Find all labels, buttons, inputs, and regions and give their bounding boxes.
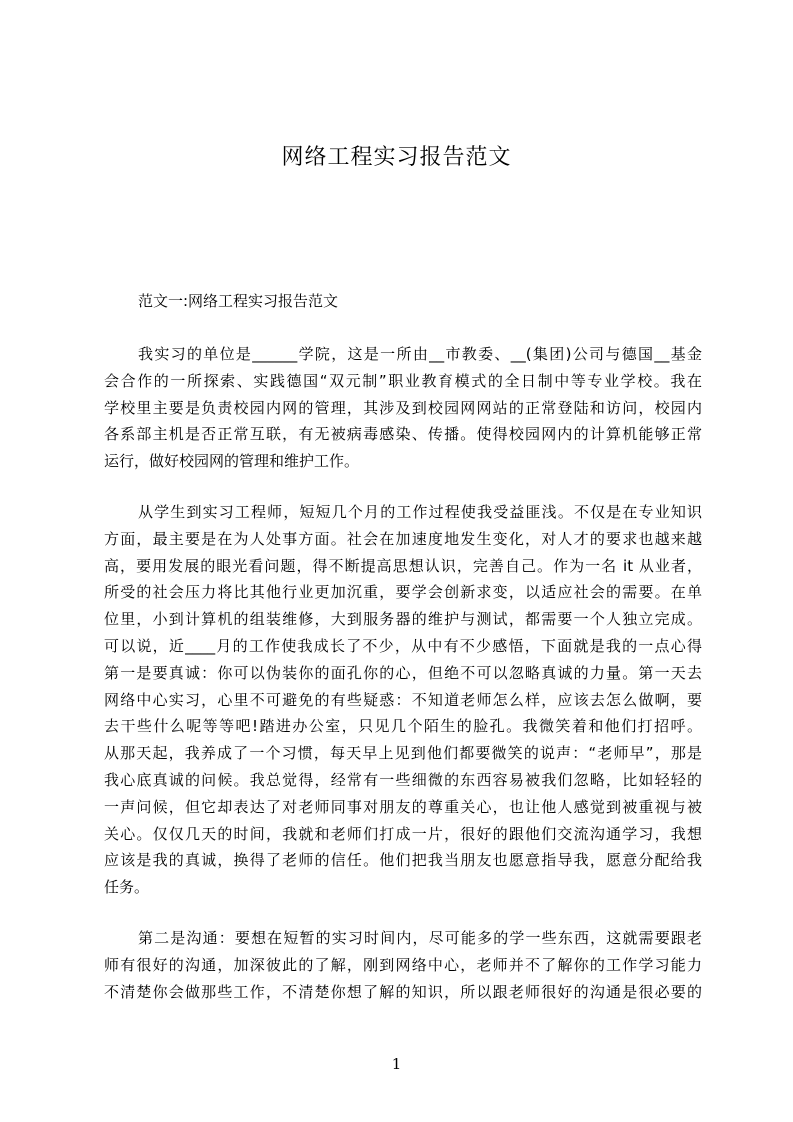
- text-line: 运行，做好校园网的管理和维护工作。: [104, 452, 360, 471]
- text-line: 师有很好的沟通，加深彼此的了解，刚到网络中心，老师并不了解你的工作学习能力: [104, 955, 702, 974]
- text-line: 会合作的一所探索、实践德国“双元制”职业教育模式的全日制中等专业学校。我在: [104, 371, 702, 390]
- text-line: 任务。: [104, 878, 150, 897]
- text-line: 关心。仅仅几天的时间，我就和老师们打成一片，很好的跟他们交流沟通学习，我想: [104, 824, 702, 843]
- text-line: 去干些什么呢等等吧!踏进办公室，只见几个陌生的脸孔。我微笑着和他们打招呼。: [104, 717, 702, 736]
- text-line: 可以说，近____月的工作使我成长了不少，从中有不少感悟，下面就是我的一点心得: [104, 636, 702, 655]
- document-title: 网络工程实习报告范文: [281, 145, 512, 170]
- text-line: 我实习的单位是______学院，这是一所由__市教委、__(集团)公司与德国__基金: [138, 345, 702, 363]
- text-line: 第一是要真诚：你可以伪装你的面孔你的心，但绝不可以忽略真诚的力量。第一天去: [104, 663, 702, 682]
- paragraph-1: [104, 341, 702, 475]
- text-line: 从那天起，我养成了一个习惯，每天早上见到他们都要微笑的说声：“老师早”，那是: [104, 744, 702, 763]
- paragraph-2: [104, 499, 702, 901]
- text-line: 各系部主机是否正常互联，有无被病毒感染、传播。使得校园网内的计算机能够正常: [104, 425, 702, 444]
- text-line: 所受的社会压力将比其他行业更加沉重，要学会创新求变，以适应社会的需要。在单: [104, 583, 702, 602]
- text-line: 不清楚你会做那些工作，不清楚你想了解的知识，所以跟老师很好的沟通是很必要的: [104, 982, 702, 1001]
- text-line: 方面，最主要是在为人处事方面。社会在加速度地发生变化，对人才的要求也越来越: [104, 529, 702, 548]
- text-line: 从学生到实习工程师，短短几个月的工作过程使我受益匪浅。不仅是在专业知识: [138, 503, 702, 521]
- page-number: 1: [391, 1055, 402, 1073]
- text-line: 应该是我的真诚，换得了老师的信任。他们把我当朋友也愿意指导我，愿意分配给我: [104, 851, 702, 870]
- text-line: 第二是沟通：要想在短暂的实习时间内，尽可能多的学一些东西，这就需要跟老: [138, 929, 702, 947]
- text-line: 网络中心实习，心里不可避免的有些疑惑：不知道老师怎么样，应该去怎么做啊，要: [104, 690, 702, 709]
- document-subtitle: 范文一:网络工程实习报告范文: [138, 292, 339, 310]
- text-line: 我心底真诚的问候。我总觉得，经常有一些细微的东西容易被我们忽略，比如轻轻的: [104, 770, 702, 789]
- text-line: 位里，小到计算机的组装维修，大到服务器的维护与测试，都需要一个人独立完成。: [104, 610, 702, 629]
- paragraph-3: [104, 925, 702, 1005]
- text-line: 一声问候，但它却表达了对老师同事对朋友的尊重关心，也让他人感觉到被重视与被: [104, 797, 702, 816]
- text-line: 学校里主要是负责校园内网的管理，其涉及到校园网网站的正常登陆和访问，校园内: [104, 398, 702, 417]
- text-line: 高，要用发展的眼光看问题，得不断提高思想认识，完善自己。作为一名 it 从业者，: [104, 556, 702, 575]
